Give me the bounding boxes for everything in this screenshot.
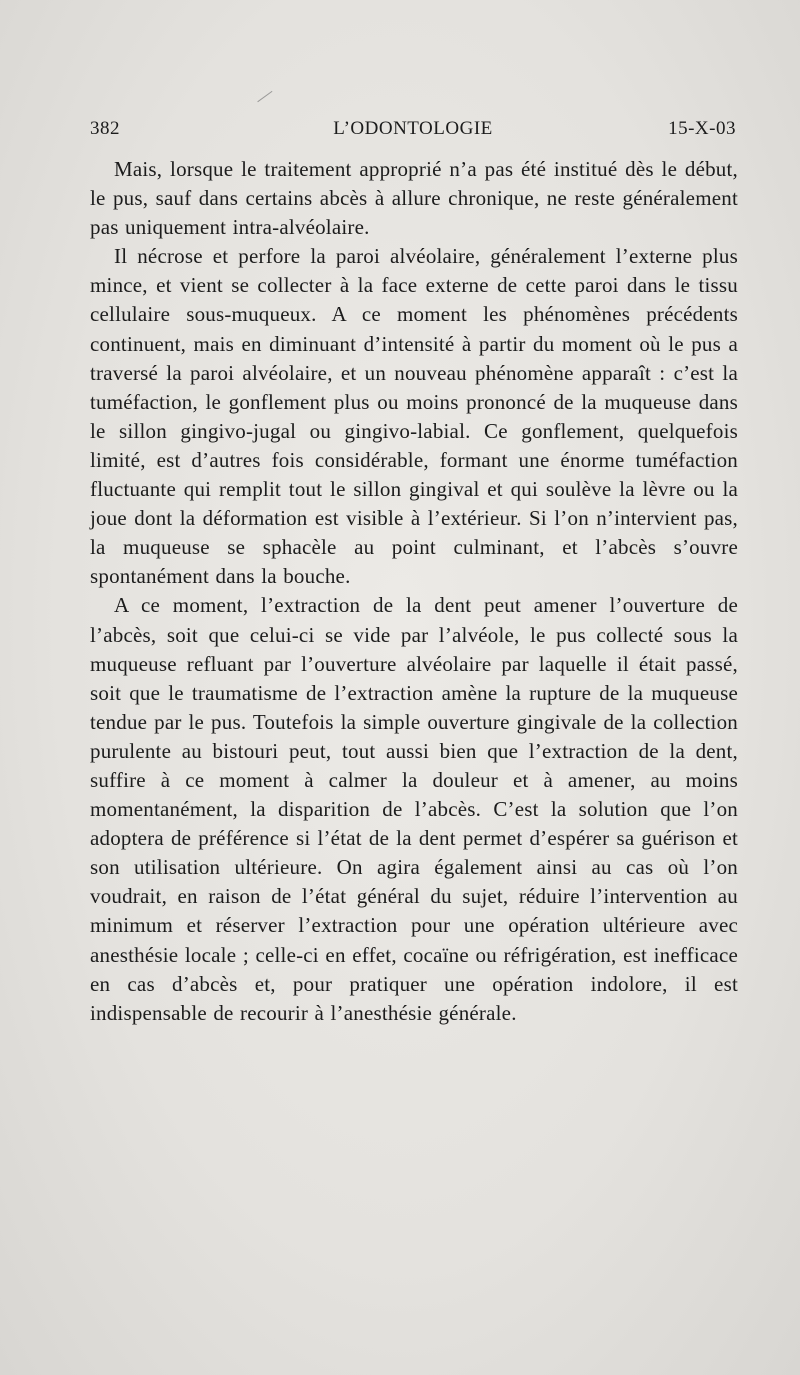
pencil-mark (257, 91, 272, 103)
page-header (90, 118, 736, 148)
body-text (90, 155, 738, 1028)
paragraph: A ce moment, l’extraction de la dent peut amener l’ouverture de l’abcès, soit que celui-ci se vide par l’alvéole, le pus collecté sous la muqueuse refluant par l’ouverture alvéolaire par laquelle il était passé, soit que le traumatisme de l’extraction amène la rupture de la muqueuse tendue par le pus. Toutefois la simple ouverture gingivale de la collection purulente au bistouri peut, tout aussi bien que l’extraction de la dent, suffire à ce moment à calmer la douleur et à amener, au moins momentanément, la disparition de l’abcès. C’est la solution que l’on adoptera de préférence si l’état de la dent permet d’espérer sa guérison et son utilisation ultérieure. On agira également ainsi au cas où l’on voudrait, en raison de l’état général du sujet, réduire l’intervention au minimum et réserver l’extraction pour une opération ultérieure avec anesthésie locale ; celle-ci en effet, cocaïne ou réfrigération, est inefficace en cas d’abcès et, pour pratiquer une opération indolore, il est indispensable de recourir à l’anesthésie générale. (90, 593, 738, 1025)
page-number: 382 (90, 118, 120, 139)
issue-date: 15-X-03 (668, 118, 736, 139)
running-title: L’ODONTOLOGIE (333, 118, 493, 139)
paragraph: Il nécrose et perfore la paroi alvéolaire, généralement l’externe plus mince, et vient se collecter à la face externe de cette paroi dans le tissu cellulaire sous-muqueux. A ce moment les phénomènes précédents continuent, mais en diminuant d’intensité à partir du moment où le pus a traversé la paroi alvéolaire, et un nouveau phénomène apparaît : c’est la tuméfaction, le gonflement plus ou moins prononcé de la muqueuse dans le sillon gingivo-jugal ou gingivo-labial. Ce gonflement, quelquefois limité, est d’autres fois considérable, formant une énorme tuméfaction fluctuante qui remplit tout le sillon gingival et qui soulève la lèvre ou la joue dont la déformation est visible à l’extérieur. Si l’on n’intervient pas, la muqueuse se sphacèle au point culminant, et l’abcès s’ouvre spontanément dans la bouche. (90, 244, 738, 589)
paragraph: Mais, lorsque le traitement approprié n’a pas été institué dès le début, le pus, sauf dans certains abcès à allure chronique, ne reste généralement pas uniquement intra-alvéolaire. (90, 157, 738, 240)
